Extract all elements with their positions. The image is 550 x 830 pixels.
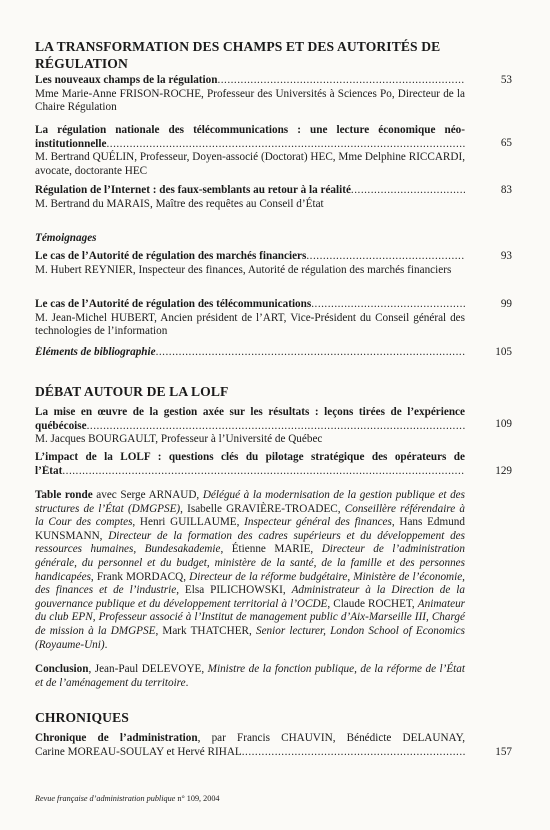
entry-title-cont: québécoise	[35, 419, 87, 432]
entry-title: Table ronde	[35, 489, 93, 501]
entry-title: La régulation nationale des télécommunications : une lecture économique néo-	[35, 124, 465, 136]
punctuation: .	[104, 638, 108, 651]
leader-dots	[311, 298, 465, 312]
entry-title: Les nouveaux champs de la régulation	[35, 74, 218, 86]
leader-dots	[306, 250, 465, 264]
leader-dots	[217, 74, 465, 88]
entry-authors-cont: Carine MOREAU-SOULAY et Hervé RIHAL	[35, 745, 242, 758]
toc-entry-amf[interactable]	[35, 250, 465, 277]
participant-name: avec Serge ARNAUD,	[92, 489, 203, 501]
toc-entry-bibliographie[interactable]	[35, 346, 465, 360]
participant-name: , Hans Edmund KUNSMANN,	[35, 516, 465, 542]
page-number: 99	[500, 298, 512, 310]
author-name: , Jean-Paul DELEVOYE,	[88, 663, 208, 675]
participant-role: Directeur de la réforme budgétaire, Ministère de l’économie, des finances et de l’industrie	[35, 570, 465, 597]
page-number: 83	[500, 184, 512, 196]
participant-name: , Frank MORDACQ,	[90, 570, 190, 583]
entry-authors: M. Bertrand du MARAIS, Maître des requêtes au Conseil d’État	[35, 197, 324, 210]
journal-name: Revue française d’administration publique	[35, 794, 176, 803]
participant-role: Administrateur à la Direction de la gouvernance publique et du développement territorial à l’OCDE	[35, 584, 465, 610]
participant-role: Senior lecturer, London School of Economics (Royaume-Uni)	[35, 624, 465, 651]
participant-role: Conseillère référendaire à la Cour des comptes	[35, 502, 465, 529]
participant-role: Directeur de l’administration générale, du personnel et du budget, ministère de la santé, de la famille et des personnes handicapées	[35, 543, 465, 583]
toc-entry-impact-lolf[interactable]	[35, 451, 465, 478]
entry-authors: M. Jacques BOURGAULT, Professeur à l’Université de Québec	[35, 433, 323, 446]
page-number: 105	[495, 346, 512, 358]
issue-number: n° 109, 2004	[177, 794, 220, 803]
entry-title: L’impact de la LOLF : questions clés du pilotage stratégique des opérateurs de	[35, 451, 465, 463]
participant-name: , Henri GUILLAUME,	[132, 516, 245, 529]
entry-authors: M. Jean-Michel HUBERT, Ancien président de l’ART, Vice-Président du Conseil général des technologies de l’information	[35, 311, 465, 338]
toc-entry-gestion-resultats[interactable]	[35, 406, 465, 447]
participant-name: , Mark THATCHER,	[155, 624, 256, 637]
toc-entry-conclusion[interactable]	[35, 663, 465, 690]
section-title-lolf: DÉBAT AUTOUR DE LA LOLF	[35, 384, 229, 399]
subsection-temoignages: Témoignages	[35, 232, 97, 244]
page-number: 129	[495, 465, 512, 477]
participant-role: Directeur de la formation des cadres supérieurs et du développement des ressources humaines, Bundesakademie	[35, 529, 465, 556]
participant-role: Inspecteur général des finances	[244, 516, 392, 529]
toc-entry-chronique[interactable]	[35, 732, 465, 759]
entry-authors: M. Bertrand QUÉLIN, Professeur, Doyen-associé (Doctorat) HEC, Mme Delphine RICCARDI, avocate, doctorante HEC	[35, 151, 465, 177]
participant-name: , Isabelle GRAVIÈRE-TROADEC,	[180, 502, 345, 515]
participant-role: Délégué à la modernisation de la gestion publique et des structures de l’État (DMGPSE)	[35, 489, 465, 515]
page-number: 93	[500, 250, 512, 262]
entry-title: La mise en œuvre de la gestion axée sur les résultats : leçons tirées de l’expérience	[35, 406, 465, 418]
entry-title: Conclusion	[35, 663, 89, 675]
entry-title: Régulation de l’Internet : des faux-semblants au retour à la réalité	[35, 184, 351, 196]
entry-authors: Mme Marie-Anne FRISON-ROCHE, Professeur des Universités à Sciences Po, Directeur de la Chaire Régulation	[35, 87, 465, 114]
section-title-chroniques: CHRONIQUES	[35, 710, 129, 725]
participant-name: , Claude ROCHET,	[327, 597, 418, 610]
entry-title: Chronique de l’administration	[35, 732, 198, 744]
section-title-regulation: LA TRANSFORMATION DES CHAMPS ET DES AUTORITÉS DE RÉGULATION	[35, 39, 441, 71]
toc-entry-nouveaux-champs[interactable]	[35, 74, 465, 115]
toc-entry-table-ronde[interactable]	[35, 489, 465, 652]
punctuation: .	[185, 676, 189, 689]
entry-title: Le cas de l’Autorité de régulation des télécommunications	[35, 298, 312, 310]
page-footer	[35, 794, 220, 803]
participant-name: , Elsa PILICHOWSKI,	[176, 584, 292, 597]
participant-name: , Étienne MARIE,	[220, 543, 322, 556]
page-number: 109	[495, 418, 512, 430]
entry-authors: M. Hubert REYNIER, Inspecteur des finances, Autorité de régulation des marchés financiers	[35, 263, 452, 276]
toc-entry-art[interactable]	[35, 298, 465, 339]
author-role: Ministre de la fonction publique, de la réforme de l’État et de l’aménagement du territoire	[35, 663, 465, 689]
leader-dots	[242, 746, 465, 760]
entry-title-cont: l’État	[35, 464, 63, 477]
leader-dots	[62, 465, 465, 479]
entry-authors: , par Francis CHAUVIN, Bénédicte DELAUNAY,	[197, 732, 466, 744]
entry-title-cont: institutionnelle	[35, 137, 107, 150]
leader-dots	[156, 346, 465, 360]
participant-role: Animateur du club EPN, Professeur associé à l’Institut de management public d’Aix-Marseille III, Chargé de mission à la DMGPSE	[35, 597, 466, 637]
leader-dots	[106, 138, 465, 152]
entry-title: Éléments de bibliographie	[35, 346, 156, 358]
toc-entry-telecom-nationale[interactable]	[35, 124, 465, 178]
toc-entry-internet[interactable]	[35, 184, 465, 211]
leader-dots	[351, 184, 465, 198]
page-number: 65	[500, 137, 512, 149]
page-number: 53	[500, 74, 512, 86]
page-number: 157	[495, 746, 512, 758]
entry-title: Le cas de l’Autorité de régulation des marchés financiers	[35, 250, 307, 262]
leader-dots	[87, 420, 465, 434]
